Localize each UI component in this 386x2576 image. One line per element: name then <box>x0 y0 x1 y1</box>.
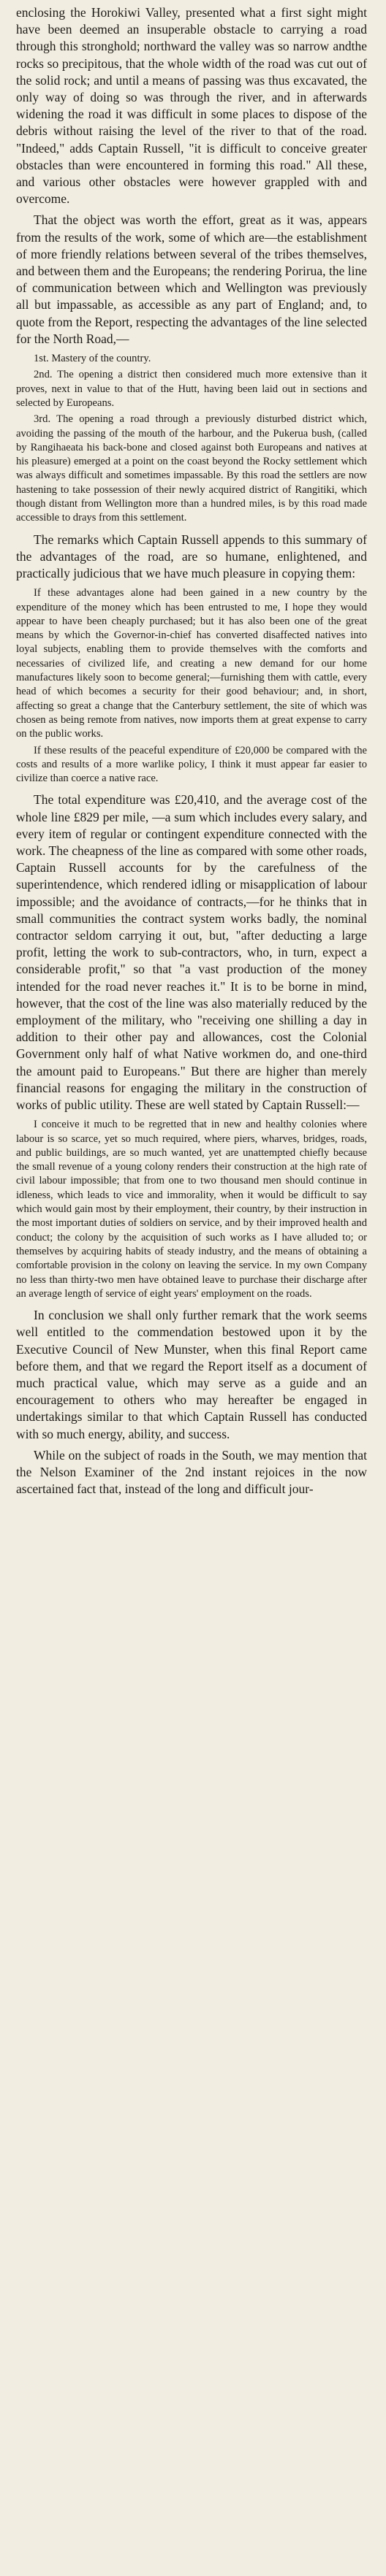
paragraph: In conclusion we shall only further remark that the work seems well entitled to the commendation bestowed upon it by the Executive Council of New Munster, when this final Report came before them, and that we regard the Report itself as a document of much practical value, which may serve as a guide and an encouragement to others who may hereafter be engaged in undertakings similar to that which Captain Russell has conducted with so much energy, ability, and success. <box>16 1308 367 1441</box>
paragraph: That the object was worth the effort, great as it was, appears from the results of the work, some of which are—the establishment of more friendly relations between several of the tribes themselves, and between them and the Europeans; the rendering Porirua, the line of communication between which and Wellington was previously all but impassable, as accessible as any part of England; and, to quote from the Report, respecting the advantages of the line selected for the North Road,— <box>16 212 367 346</box>
quoted-paragraph: 3rd. The opening a road through a previously disturbed district which, avoiding the passing of the mouth of the harbour, and the Pukerua bush, (called by Rangihaeata his back-bone and closed against both Europeans and natives at his pleasure) emerged at a point on the coast beyond the Rocky settlement which was always difficult and sometimes impassable. By this road the settlers are now hastening to take possession of their newly acquired district of Rangitiki, which though distant from Wellington more than a hundred miles, is by this road made accessible to drays from this settlement. <box>16 413 367 524</box>
quoted-paragraph: I conceive it much to be regretted that in new and healthy colonies where labour is so scarce, yet so much required, where piers, wharves, bridges, roads, and public buildings, are so much wanted, yet are unattempted chiefly because the small revenue of a young colony renders their construction at the high rate of civil labour impossible; that from one to two thousand men should continue in idleness, which leads to vice and immorality, when it would be difficult to say which would gain most by their employment, their country, by their instruction in the most important duties of soldiers on service, and by their improved health and conduct; the colony by the acquisition of such works as I have alluded to; or themselves by acquiring habits of steady industry, and the means of obtaining a comfortable provision in the colony on leaving the service. In my own Company no less than thirty-two men have obtained leave to purchase their discharge after an average length of service of eight years' employment on the roads. <box>16 1119 367 1300</box>
paragraph: The total expenditure was £20,410, and the average cost of the whole line £829 per mile, —a sum which includes every salary, and every item of regular or contingent expenditure connected with the work. The cheapness of the line as compared with some other roads, Captain Russell accounts for by the carefulness of the superintendence, which rendered idling or misapplication of labour impossible; and the avoidance of contracts,—for he thinks that in small communities the contract system works badly, the nominal contractor seldom carrying it out, but, "after deducting a large profit, letting the work to sub-contractors, who, in turn, expect a considerable profit," so that "a vast production of the money intended for the road never reaches it." It is to be borne in mind, however, that the cost of the line was also materially reduced by the employment of the military, who "receiving one shilling a day in addition to their other pay and allowances, cost the Colonial Government only half of what Native workmen do, and one-third the amount paid to Europeans." But there are higher than merely financial reasons for engaging the military in the construction of works of public utility. These are well stated by Captain Russell:— <box>16 792 367 1113</box>
quoted-paragraph: 2nd. The opening a district then considered much more extensive than it proves, next in value to that of the Hutt, having been laid out in sections and selected by Europeans. <box>16 369 367 409</box>
paragraph: enclosing the Horokiwi Valley, presented what a first sight might have been deemed an insuperable obstacle to carrying a road through this stronghold; northward the valley was so narrow andthe rocks so precipitous, that the whole width of the road was cut out of the solid rock; and until a means of passing was thus excavated, the only way of doing so was through the river, and in afterwards widening the road it was difficult in some places to dispose of the debris without raising the level of the river to that of the road. "Indeed," adds Captain Russell, "it is difficult to conceive greater obstacles than were encountered in forming this road." All these, and various other obstacles were however grappled with and overcome. <box>16 5 367 207</box>
quoted-paragraph: If these advantages alone had been gained in a new country by the expenditure of the money which has been entrusted to me, I hope they would appear to have been cheaply purchased; but it has also been one of the great means by which the Governor-in-chief has converted disaffected natives into loyal subjects, enabling them to provide themselves with the comforts and necessaries of civilized life, and creating a new demand for our home manufactures likely soon to become general;—furnishing them with cattle, every head of which becomes a security for their good behaviour; and, in short, affecting so great a change that the Canterbury settlement, the site of which was chosen as being remote from natives, now imports them at great expense to carry on the public works. <box>16 587 367 740</box>
paragraph: The remarks which Captain Russell appends to this summary of the advantages of the road, are so humane, enlightened, and practically judicious that we have much pleasure in copying them: <box>16 532 367 581</box>
paragraph: While on the subject of roads in the South, we may mention that the Nelson Examiner of the 2nd instant rejoices in the now ascertained fact that, instead of the long and difficult jour- <box>16 1447 367 1497</box>
quoted-paragraph: If these results of the peaceful expenditure of £20,000 be compared with the costs and results of a more warlike policy, I think it must appear far easier to civilize than coerce a native race. <box>16 744 367 785</box>
quoted-paragraph: 1st. Mastery of the country. <box>34 353 151 365</box>
